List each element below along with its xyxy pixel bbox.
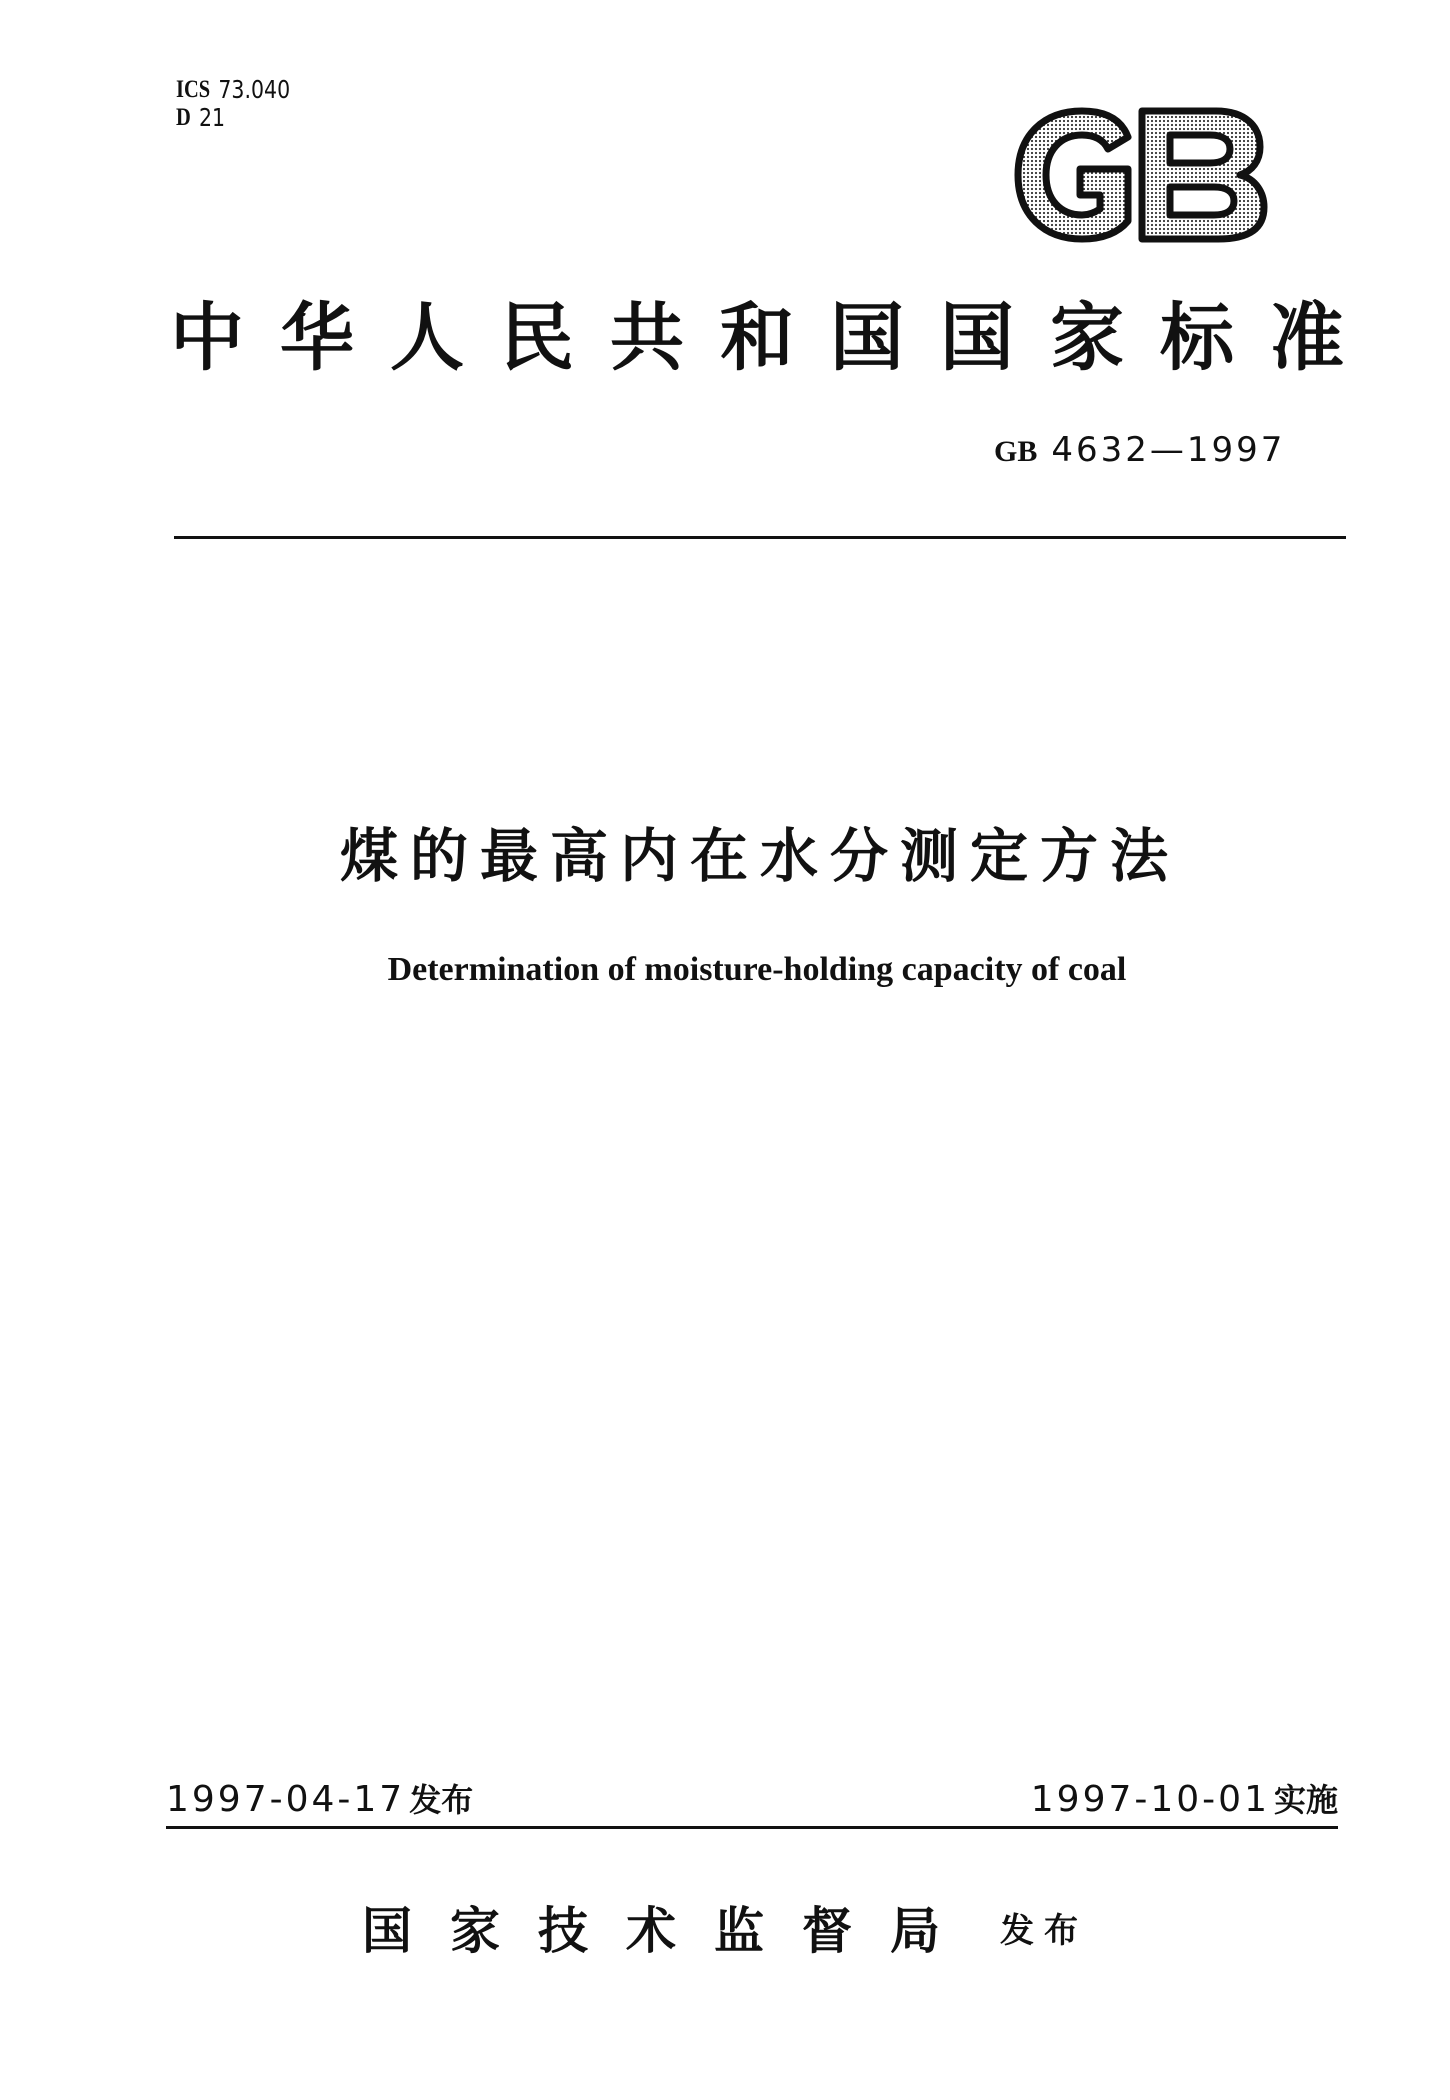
issue-date-value: 1997-04-17 (166, 1779, 406, 1820)
ccs-label: D (176, 104, 191, 131)
ccs-value: 21 (199, 103, 226, 132)
ics-value: 73.040 (218, 75, 291, 104)
effective-date-suffix: 实施 (1273, 1781, 1338, 1819)
ccs-code (176, 104, 290, 132)
issue-date-suffix: 发布 (409, 1781, 474, 1819)
standard-number-code: 4632—1997 (1051, 430, 1286, 470)
gb-logo-icon (1010, 103, 1270, 247)
date-row (166, 1776, 1338, 1824)
document-title-zh: 煤的最高内在水分测定方法 (339, 822, 1180, 890)
footer-divider (166, 1826, 1338, 1829)
header-divider (174, 536, 1346, 539)
publisher (362, 1896, 1088, 1966)
ics-label: ICS (176, 76, 211, 103)
document-title-en: Determination of moisture-holding capacity of coal (387, 951, 1127, 988)
effective-date-value: 1997-10-01 (1030, 1779, 1270, 1820)
standard-number (994, 430, 1285, 472)
effective-date (1031, 1776, 1338, 1824)
classification-codes (176, 76, 290, 132)
publisher-name: 国家技术监督局 (362, 1901, 978, 1960)
issue-date (166, 1776, 473, 1824)
standard-title: 中华人民共和国国家标准 (170, 295, 1380, 381)
standard-number-prefix: GB (994, 435, 1038, 468)
ics-code (176, 76, 290, 104)
publisher-suffix: 发布 (1000, 1911, 1088, 1951)
